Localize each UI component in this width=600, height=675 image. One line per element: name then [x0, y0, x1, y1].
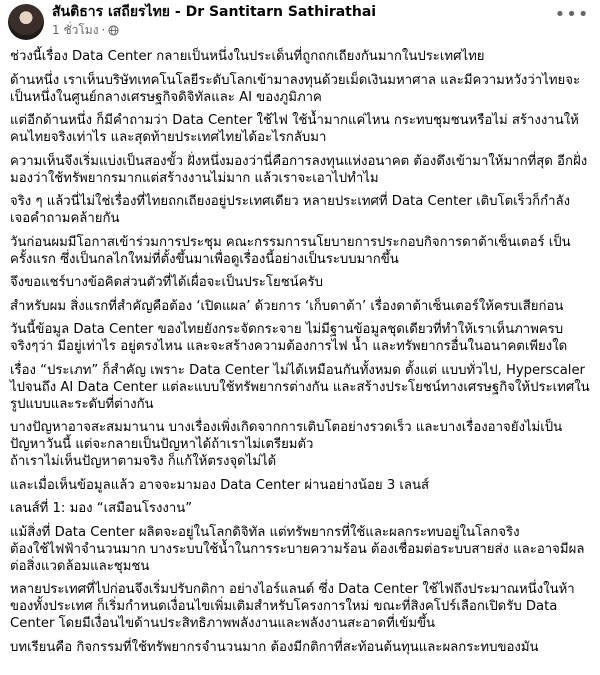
post-paragraph: แต่อีกด้านหนึ่ง ก็มีคำถามว่า Data Center ใช้ไฟ ใช้น้ำมากแค่ไหน กระทบชุมชนหรือไม่ สร้างงานให้คนไทยจริงเท่าไร และสุดท้ายประเทศไทยได้อะไรกลับมา: [10, 113, 579, 145]
post-paragraph: เรื่อง “ประเภท” ก็สำคัญ เพราะ Data Center ไม่ได้เหมือนกันทั้งหมด ตั้งแต่ แบบทั่วไป, Hyperscaler ไปจนถึง AI Data Center แต่ละแบบใช้ทรัพยากรต่างกัน และสร้างประโยชน์ทางเศรษฐกิจให้ประเทศในรูปแบบและระดับที่ต่างกัน: [10, 362, 590, 412]
post-paragraph: เลนส์ที่ 1: มอง “เสมือนโรงงาน”: [10, 501, 193, 516]
meta-separator: ·: [101, 23, 106, 37]
post-header: [8, 0, 592, 48]
post-paragraph: บางปัญหาอาจสะสมมานาน บางเรื่องเพิ่งเกิดจากการเติบโตอย่างรวดเร็ว และบางเรื่องอาจยังไม่เป็นปัญหาวันนี้ แต่จะกลายเป็นปัญหาได้ถ้าเราไม่เตรียมตัว ถ้าเราไม่เห็นปัญหาตามจริง ก็แก้ให้ตรงจุดไม่ได้: [10, 420, 563, 469]
post-paragraph: จริง ๆ แล้วนี่ไม่ใช่เรื่องที่ไทยถกเถียงอยู่ประเทศเดียว หลายประเทศที่ Data Center เติบโตเร็วก็กำลังเจอคำถามคล้ายกัน: [10, 194, 571, 226]
post-paragraph: ช่วงนี้เรื่อง Data Center กลายเป็นหนึ่งในประเด็นที่ถูกถกเถียงกันมากในประเทศไทย: [10, 49, 485, 64]
post-paragraph: และเมื่อเห็นข้อมูลแล้ว อาจจะมามอง Data Center ผ่านอย่างน้อย 3 เลนส์: [10, 477, 430, 493]
post-paragraph: หลายประเทศที่ไปก่อนจึงเริ่มปรับกติกา อย่างไอร์แลนด์ ซึ่ง Data Center ใช้ไฟถึงประมาณหนึ่งในห้าของทั้งประเทศ ก็เริ่มกำหนดเงื่อนไขเพิ่มเติมสำหรับโครงการใหม่ ขณะที่สิงคโปร์เลือกเปิดรับ Data Center โดยมีเงื่อนไขด้านประสิทธิภาพพลังงานและพลังงานสะอาดที่เข้มขึ้น: [10, 582, 575, 631]
more-options-button[interactable]: [554, 4, 590, 26]
post-paragraph: จึงขอแชร์บางข้อคิดส่วนตัวที่ได้เผื่อจะเป็นประโยชน์ครับ: [10, 275, 323, 290]
post-paragraph: วันนี้ข้อมูล Data Center ของไทยยังกระจัดกระจาย ไม่มีฐานข้อมูลชุดเดียวที่ทำให้เราเห็นภาพครบจริงๆว่า มีอยู่เท่าไร อยู่ตรงไหน และจะสร้างความต้องการไฟ น้ำ และทรัพยากรอื่นในอนาคตเพียงใด: [10, 322, 568, 354]
post-paragraph: ความเห็นจึงเริ่มแบ่งเป็นสองขั้ว ฝั่งหนึ่งมองว่านี่คือการลงทุนแห่งอนาคต ต้องดึงเข้ามาให้มากที่สุด อีกฝั่งมองว่าใช้ทรัพยากรมากแต่สร้างงานไม่มาก แล้วเราจะเอาไปทำไม: [10, 153, 588, 186]
post-paragraph: ด้านหนึ่ง เราเห็นบริษัทเทคโนโลยีระดับโลกเข้ามาลงทุนด้วยเม็ดเงินมหาศาล และมีความหวังว่าไทยจะเป็นหนึ่งในศูนย์กลางเศรษฐกิจดิจิทัลและ AI ของภูมิภาค: [10, 72, 581, 105]
post-paragraph: แม้สิ่งที่ Data Center ผลิตจะอยู่ในโลกดิจิทัล แต่ทรัพยากรที่ใช้และผลกระทบอยู่ในโลกจริง ต้องใช้ไฟฟ้าจำนวนมาก บางระบบใช้น้ำในการระบายความร้อน ต้องเชื่อมต่อระบบสายส่ง และอาจมีผลต่อสิ่งแวดล้อมและชุมชน: [10, 524, 585, 574]
post-body: [8, 48, 592, 656]
post-paragraph: สำหรับผม สิ่งแรกที่สำคัญคือต้อง ‘เปิดแผล’ ด้วยการ ‘เก็บดาต้า’ เรื่องดาต้าเซ็นเตอร์ให้ครบเสียก่อน: [10, 298, 564, 314]
post-meta: [52, 22, 376, 38]
post-paragraph: วันก่อนผมมีโอกาสเข้าร่วมการประชุม คณะกรรมการนโยบายการประกอบกิจการดาต้าเซ็นเตอร์ เป็นครั้งแรก ซึ่งเป็นกลไกใหม่ที่ตั้งขึ้นมาเพื่อดูเรื่องนี้อย่างเป็นระบบมากขึ้น: [10, 234, 571, 267]
globe-icon: [108, 25, 119, 36]
author-name[interactable]: สันติธาร เสถียรไทย - Dr Santitarn Sathirathai: [52, 4, 377, 20]
more-options-icon: •••: [554, 4, 590, 25]
post-header-text: [52, 4, 376, 38]
post-timestamp[interactable]: 1 ชั่วโมง: [52, 23, 99, 37]
post-paragraph: บทเรียนคือ กิจกรรมที่ใช้ทรัพยากรจำนวนมาก ต้องมีกติกาที่สะท้อนต้นทุนและผลกระทบของมัน: [10, 639, 539, 655]
author-avatar[interactable]: [8, 4, 44, 40]
